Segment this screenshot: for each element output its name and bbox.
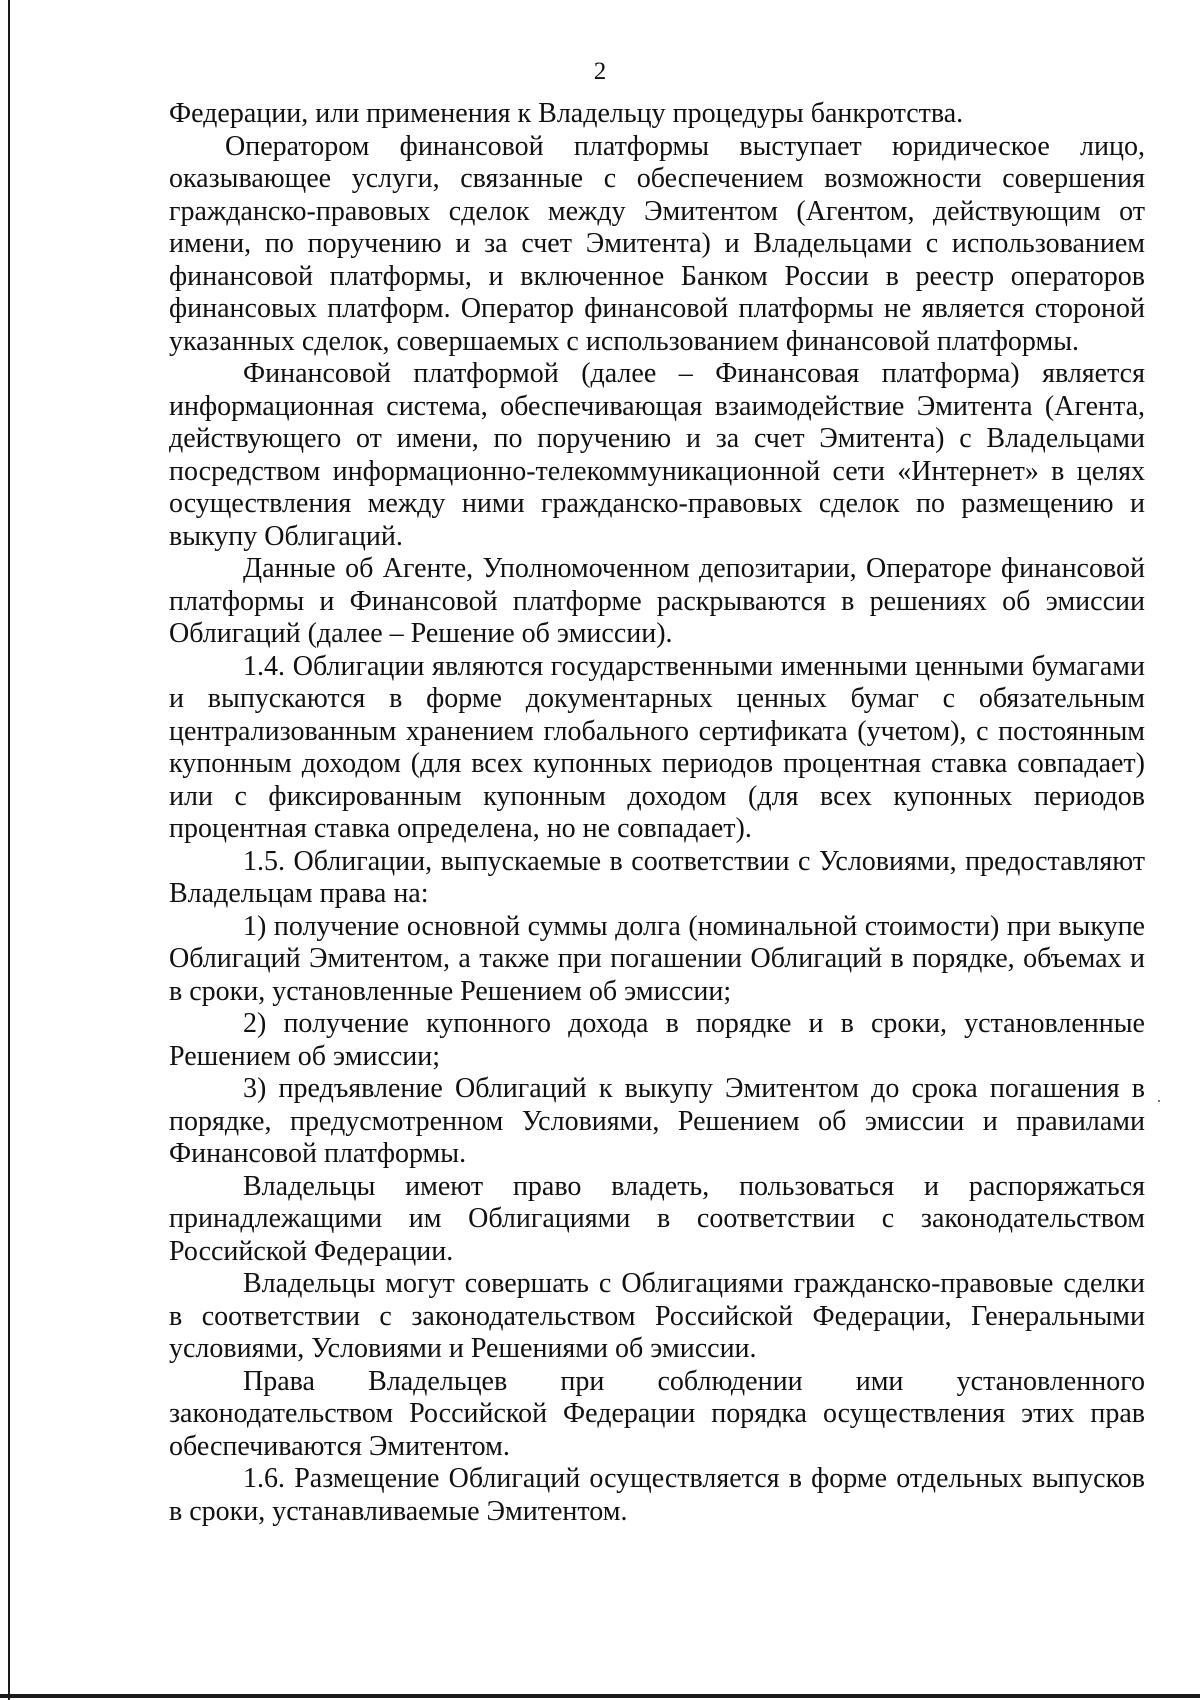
page-number: 2 — [593, 58, 607, 85]
list-item-1: 1) получение основной суммы долга (номинальной стоимости) при выкупе Облигаций Эмитентом, а также при погашении Облигаций в порядке, объемах и в сроки, установленные Решением об эмиссии; — [169, 910, 1145, 1007]
paragraph-financial-platform: Финансовой платформой (далее – Финансовая платформа) является информационная система, обеспечивающая взаимодействие Эмитента (Агента, действующего от имени, по поручению и за счет Эмитента) с Владельцами посредством информационно-телекоммуникационной сети «Интернет» в целях осуществления между ними гражданско-правовых сделок по размещению и выкупу Облигаций. — [169, 358, 1145, 552]
scan-speck — [1158, 1100, 1160, 1102]
list-item-2: 2) получение купонного дохода в порядке и в сроки, установленные Решением об эмиссии; — [169, 1008, 1145, 1072]
paragraph-1-4: 1.4. Облигации являются государственными именными ценными бумагами и выпускаются в форме документарных ценных бумаг с обязательным централизованным хранением глобального сертификата (учетом), с постоянным купонным доходом (для всех купонных периодов процентная ставка совпадает) или с фиксированным купонным доходом (для всех купонных периодов процентная ставка определена, но не совпадает). — [169, 650, 1145, 844]
paragraph-disclosure: Данные об Агенте, Уполномоченном депозитарии, Операторе финансовой платформы и Финансовой платформе раскрываются в решениях об эмиссии Облигаций (далее – Решение об эмиссии). — [169, 553, 1145, 649]
scan-edge-bottom — [0, 1694, 1200, 1698]
paragraph-owner-rights: Владельцы имеют право владеть, пользоваться и распоряжаться принадлежащими им Облигациями в соответствии с законодательством Российской Федерации. — [169, 1170, 1145, 1267]
paragraph-owner-transactions: Владельцы могут совершать с Облигациями гражданско-правовые сделки в соответствии с законодательством Российской Федерации, Генеральными условиями, Условиями и Решениями об эмиссии. — [169, 1268, 1145, 1364]
document-body — [169, 98, 1145, 1528]
list-item-3: 3) предъявление Облигаций к выкупу Эмитентом до срока погашения в порядке, предусмотренном Условиями, Решением об эмиссии и правилами Финансовой платформы. — [169, 1073, 1145, 1169]
scan-edge-left — [8, 0, 10, 1700]
paragraph-1-6: 1.6. Размещение Облигаций осуществляется в форме отдельных выпусков в сроки, устанавливаемые Эмитентом. — [169, 1463, 1145, 1527]
paragraph-platform-operator: Оператором финансовой платформы выступает юридическое лицо, оказывающее услуги, связанные с обеспечением возможности совершения гражданско-правовых сделок между Эмитентом (Агентом, действующим от имени, по поручению и за счет Эмитента) и Владельцами с использованием финансовой платформы, и включенное Банком России в реестр операторов финансовых платформ. Оператор финансовой платформы не является стороной указанных сделок, совершаемых с использованием финансовой платформы. — [169, 130, 1145, 357]
paragraph-1-5: 1.5. Облигации, выпускаемые в соответствии с Условиями, предоставляют Владельцам права на: — [169, 845, 1145, 909]
paragraph-continuation: Федерации, или применения к Владельцу процедуры банкротства. — [169, 98, 964, 129]
paragraph-rights-ensured: Права Владельцев при соблюдении ими установленного законодательством Российской Федерации порядка осуществления этих прав обеспечиваются Эмитентом. — [169, 1365, 1145, 1462]
